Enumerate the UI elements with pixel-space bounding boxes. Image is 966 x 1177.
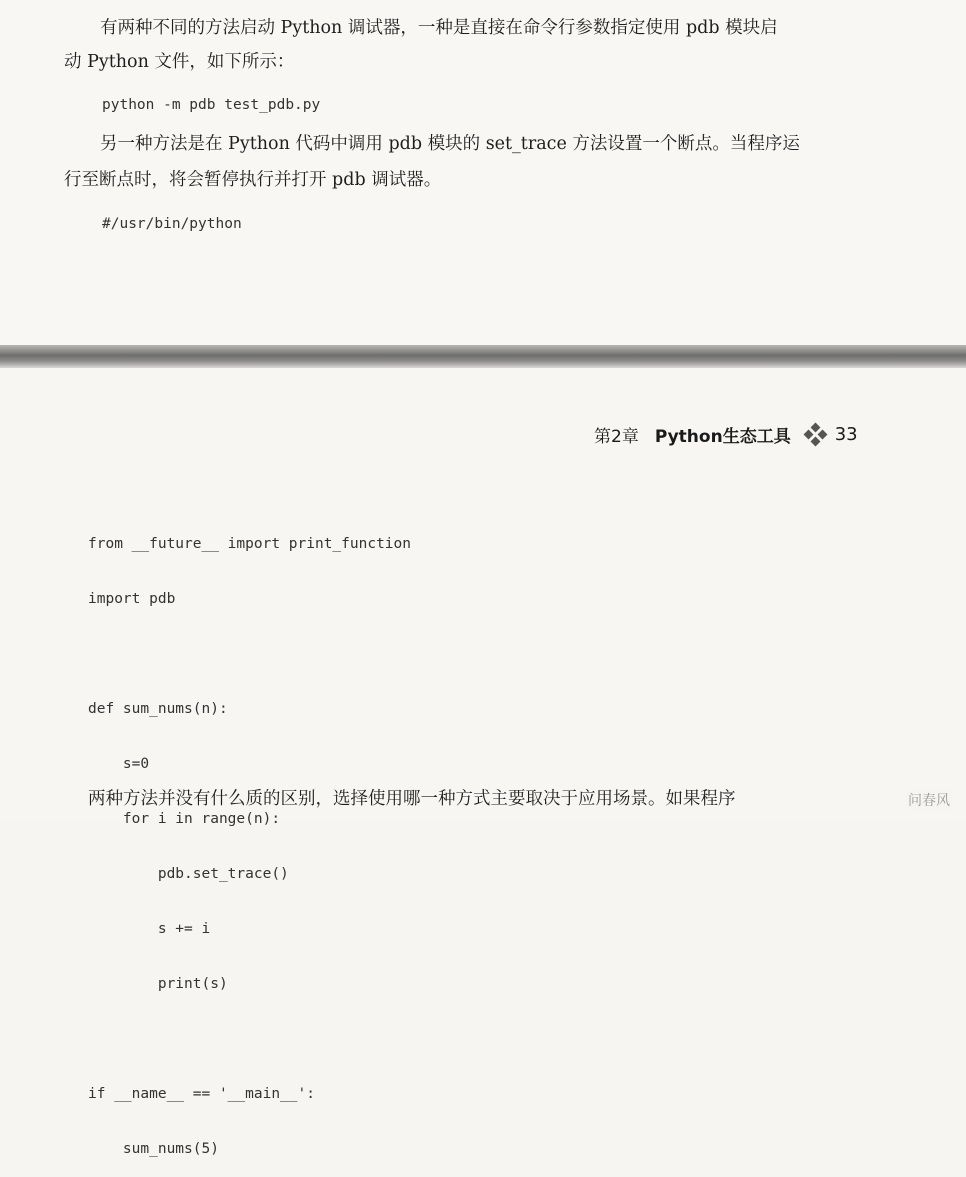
page-header [594, 422, 858, 447]
code-line: for i in range(n): [88, 811, 281, 827]
paragraph-intro-line2: 动 Python 文件，如下所示： [64, 52, 295, 72]
paragraph-set-trace-line1: 另一种方法是在 Python 代码中调用 pdb 模块的 set_trace 方法设置一个断点。当程序运 [100, 134, 800, 154]
code-line: print(s) [88, 976, 228, 992]
page-number: 33 [834, 424, 858, 445]
four-diamond-ornament-icon [805, 424, 827, 446]
page-fold-shadow [0, 345, 966, 368]
code-line: if __name__ == '__main__': [88, 1086, 315, 1102]
chapter-title: Python生态工具 [654, 427, 791, 447]
chapter-label: 第2章 [594, 427, 639, 447]
code-line: from __future__ import print_function [88, 536, 412, 552]
paragraph-comparison: 两种方法并没有什么质的区别，选择使用哪一种方式主要取决于应用场景。如果程序 [88, 789, 736, 809]
code-line: import pdb [88, 591, 176, 607]
code-shebang: #/usr/bin/python [102, 216, 242, 232]
code-line: sum_nums(5) [88, 1141, 219, 1157]
top-page [0, 0, 966, 345]
code-line [88, 643, 411, 666]
watermark-text: 问春风 [906, 790, 952, 810]
code-line: s += i [88, 921, 211, 937]
code-line: def sum_nums(n): [88, 701, 228, 717]
code-line: pdb.set_trace() [88, 866, 289, 882]
paragraph-set-trace-line2: 行至断点时，将会暂停执行并打开 pdb 调试器。 [64, 170, 442, 190]
code-command-line: python -m pdb test_pdb.py [102, 97, 321, 113]
code-block-sum-nums [88, 501, 411, 1177]
paragraph-intro-line1: 有两种不同的方法启动 Python 调试器，一种是直接在命令行参数指定使用 pdb 模块启 [100, 18, 778, 38]
code-line: s=0 [88, 756, 150, 772]
code-line [88, 1028, 411, 1051]
